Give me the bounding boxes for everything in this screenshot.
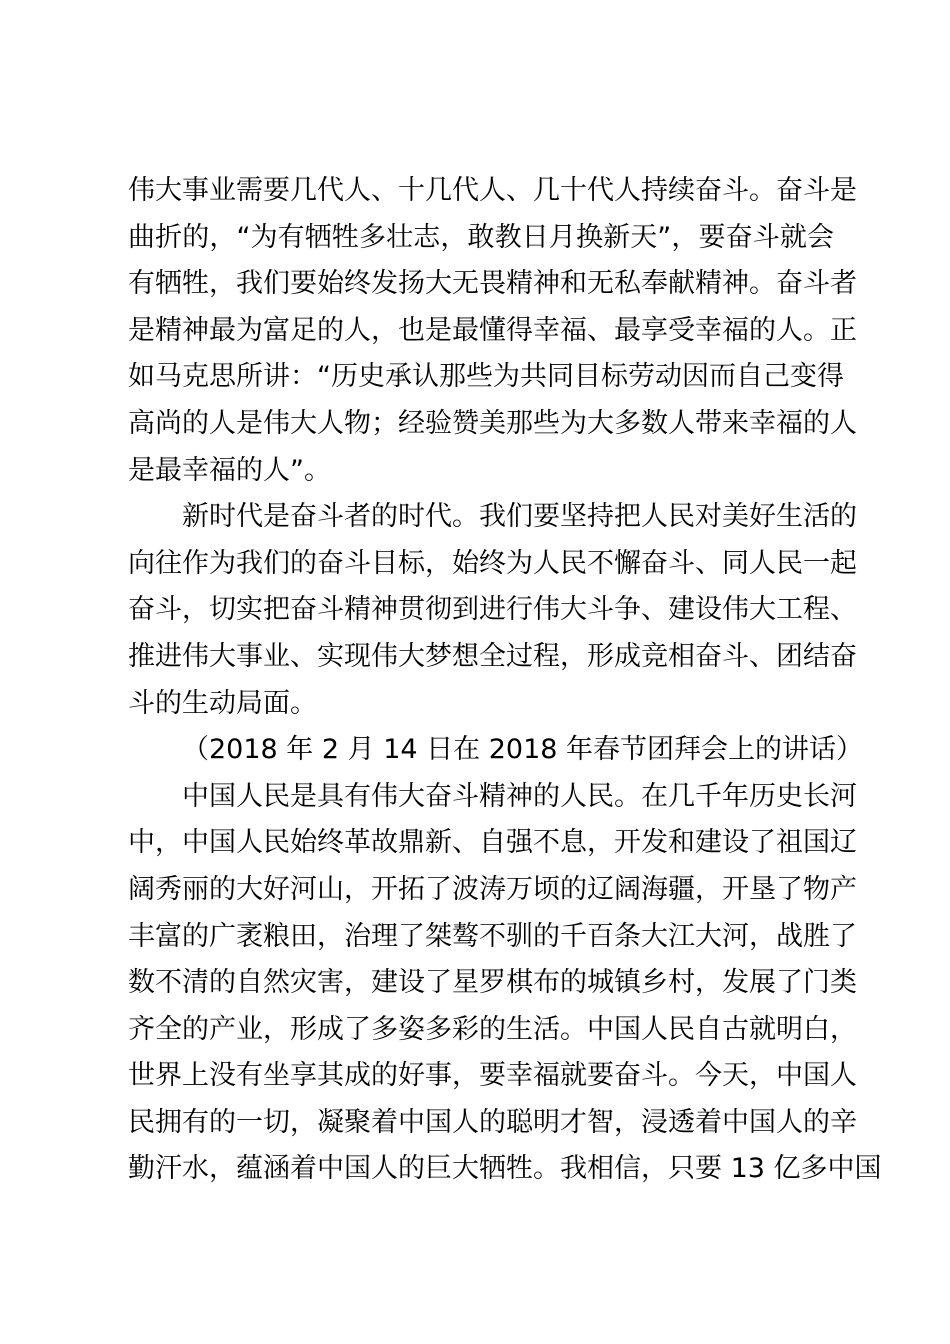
text-line: 有牺牲，我们要始终发扬大无畏精神和无私奉献精神。奋斗者 [128, 268, 857, 300]
paragraph-chinese-people [128, 774, 882, 1193]
text-line: 民拥有的一切，凝聚着中国人的聪明才智，浸透着中国人的辛 [128, 1106, 857, 1138]
text-line: 勤汗水，蕴涵着中国人的巨大牺牲。我相信，只要 13 亿多中国 [128, 1153, 882, 1185]
text-line: 数不清的自然灾害，建设了星罗棋布的城镇乡村，发展了门类 [128, 967, 857, 999]
text-line: 推进伟大事业、实现伟大梦想全过程，形成竞相奋斗、团结奋 [128, 640, 857, 672]
paragraph-new-era [128, 494, 857, 727]
text-line: 是精神最为富足的人，也是最懂得幸福、最享受幸福的人。正 [128, 314, 857, 346]
text-line: 斗的生动局面。 [128, 687, 317, 719]
text-line: 世界上没有坐享其成的好事，要幸福就要奋斗。今天，中国人 [128, 1060, 857, 1092]
document-body [128, 168, 882, 1193]
text-line: 新时代是奋斗者的时代。我们要坚持把人民对美好生活的 [182, 501, 857, 533]
text-line: 中国人民是具有伟大奋斗精神的人民。在几千年历史长河 [182, 780, 857, 812]
text-line: 是最幸福的人”。 [128, 454, 331, 486]
text-line: 奋斗，切实把奋斗精神贯彻到进行伟大斗争、建设伟大工程、 [128, 594, 857, 626]
text-line: 如马克思所讲：“历史承认那些为共同目标劳动因而自己变得 [128, 361, 844, 393]
text-line: 中，中国人民始终革故鼎新、自强不息，开发和建设了祖国辽 [128, 827, 857, 859]
text-line: 阔秀丽的大好河山，开拓了波涛万顷的辽阔海疆，开垦了物产 [128, 873, 857, 905]
text-line: 曲折的，“为有牺牲多壮志，敢教日月换新天”，要奋斗就会 [128, 221, 834, 253]
text-line: 高尚的人是伟大人物；经验赞美那些为大多数人带来幸福的人 [128, 407, 857, 439]
text-line: 向往作为我们的奋斗目标，始终为人民不懈奋斗、同人民一起 [128, 547, 857, 579]
source-note-text: （2018 年 2 月 14 日在 2018 年春节团拜会上的讲话） [182, 734, 864, 766]
text-line: 伟大事业需要几代人、十几代人、几十代人持续奋斗。奋斗是 [128, 175, 857, 206]
text-line: 齐全的产业，形成了多姿多彩的生活。中国人民自古就明白， [128, 1013, 857, 1045]
paragraph-struggle-sacrifice [128, 168, 857, 494]
text-line: 丰富的广袤粮田，治理了桀骜不驯的千百条大江大河，战胜了 [128, 920, 857, 952]
source-note [128, 727, 864, 774]
